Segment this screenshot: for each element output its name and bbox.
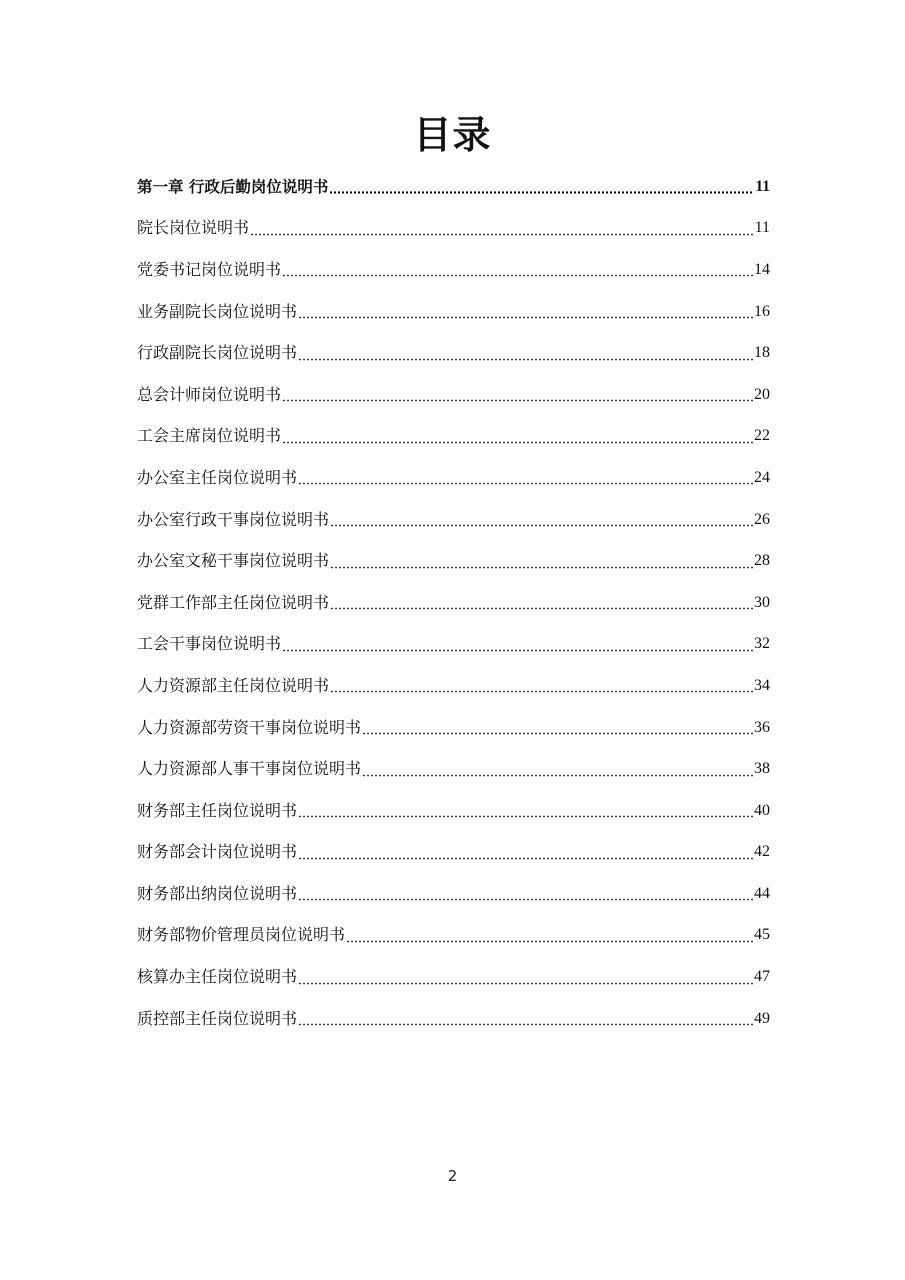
dot-leader: [298, 358, 753, 361]
dot-leader: [282, 649, 753, 652]
toc-entry-page: 20: [754, 385, 770, 403]
toc-entry[interactable]: [137, 915, 770, 957]
toc-entry-label: 财务部会计岗位说明书: [137, 842, 298, 862]
dot-leader: [282, 274, 753, 277]
dot-leader: [329, 191, 754, 194]
toc-entry[interactable]: [137, 665, 770, 707]
toc-entry[interactable]: [137, 873, 770, 915]
dot-leader: [250, 233, 754, 236]
toc-entry-label: 院长岗位说明书: [137, 218, 250, 238]
toc-entry-page: 11: [755, 177, 770, 195]
toc-entry[interactable]: [137, 707, 770, 749]
toc-entry[interactable]: [137, 291, 770, 333]
toc-entry[interactable]: [137, 540, 770, 582]
dot-leader: [362, 774, 753, 777]
dot-leader: [330, 524, 753, 527]
dot-leader: [298, 982, 753, 985]
toc-entry-page: 49: [754, 1009, 770, 1027]
toc-entry-page: 18: [754, 344, 770, 362]
dot-leader: [298, 898, 753, 901]
toc-entry-chapter[interactable]: [137, 166, 770, 208]
toc-entry-page: 16: [754, 302, 770, 320]
toc-entry-page: 24: [754, 468, 770, 486]
toc-entry[interactable]: [137, 208, 770, 250]
toc-entry-label: 工会主席岗位说明书: [137, 426, 282, 446]
dot-leader: [282, 399, 753, 402]
dot-leader: [298, 482, 753, 485]
toc-entry[interactable]: [137, 748, 770, 790]
toc-entry-page: 32: [754, 635, 770, 653]
toc-entry-page: 28: [754, 552, 770, 570]
toc-entry-label: 财务部主任岗位说明书: [137, 800, 298, 820]
toc-entry[interactable]: [137, 582, 770, 624]
toc-entry-label: 第一章 行政后勤岗位说明书: [137, 177, 329, 196]
dot-leader: [330, 566, 753, 569]
toc-entry-label: 业务副院长岗位说明书: [137, 301, 298, 321]
toc-entry-page: 38: [754, 760, 770, 778]
toc-entry[interactable]: [137, 374, 770, 416]
toc-entry-label: 办公室行政干事岗位说明书: [137, 509, 330, 529]
toc-entry-label: 财务部物价管理员岗位说明书: [137, 925, 346, 945]
dot-leader: [298, 1023, 753, 1026]
dot-leader: [298, 857, 753, 860]
toc-entry[interactable]: [137, 998, 770, 1040]
toc-entry[interactable]: [137, 332, 770, 374]
dot-leader: [362, 732, 753, 735]
toc-entry[interactable]: [137, 832, 770, 874]
toc-entry[interactable]: [137, 790, 770, 832]
toc-entry-page: 30: [754, 593, 770, 611]
toc-entry-label: 办公室文秘干事岗位说明书: [137, 551, 330, 571]
page-number: 2: [447, 1167, 458, 1185]
toc-entry-label: 财务部出纳岗位说明书: [137, 883, 298, 903]
toc-entry-label: 人力资源部主任岗位说明书: [137, 675, 330, 695]
toc-entry-label: 办公室主任岗位说明书: [137, 467, 298, 487]
toc-entry-label: 人力资源部人事干事岗位说明书: [137, 759, 362, 779]
toc-entry-label: 人力资源部劳资干事岗位说明书: [137, 717, 362, 737]
dot-leader: [330, 690, 753, 693]
toc-entry-page: 42: [754, 843, 770, 861]
dot-leader: [330, 607, 753, 610]
toc-entry-label: 工会干事岗位说明书: [137, 634, 282, 654]
toc-entry-page: 34: [754, 676, 770, 694]
toc-entry-page: 14: [754, 260, 770, 278]
dot-leader: [282, 441, 753, 444]
toc-entry-page: 11: [754, 219, 770, 237]
toc-entry[interactable]: [137, 416, 770, 458]
toc-entry[interactable]: [137, 499, 770, 541]
toc-entry-label: 党群工作部主任岗位说明书: [137, 592, 330, 612]
toc-entry[interactable]: [137, 624, 770, 666]
toc-entry-page: 36: [754, 718, 770, 736]
toc-entry-page: 44: [754, 884, 770, 902]
toc-entry[interactable]: [137, 457, 770, 499]
toc-entry-label: 党委书记岗位说明书: [137, 259, 282, 279]
toc-entry-label: 行政副院长岗位说明书: [137, 343, 298, 363]
toc-entry[interactable]: [137, 249, 770, 291]
toc-entry[interactable]: [137, 956, 770, 998]
dot-leader: [346, 940, 753, 943]
toc-entry-label: 质控部主任岗位说明书: [137, 1008, 298, 1028]
toc-entry-page: 47: [754, 968, 770, 986]
dot-leader: [298, 316, 753, 319]
toc-entry-page: 22: [754, 427, 770, 445]
toc-entry-page: 40: [754, 801, 770, 819]
toc-entry-page: 45: [754, 926, 770, 944]
table-of-contents: [137, 166, 770, 1039]
toc-entry-label: 核算办主任岗位说明书: [137, 967, 298, 987]
dot-leader: [298, 815, 753, 818]
page-title: 目录: [413, 113, 492, 157]
toc-entry-label: 总会计师岗位说明书: [137, 384, 282, 404]
toc-entry-page: 26: [754, 510, 770, 528]
